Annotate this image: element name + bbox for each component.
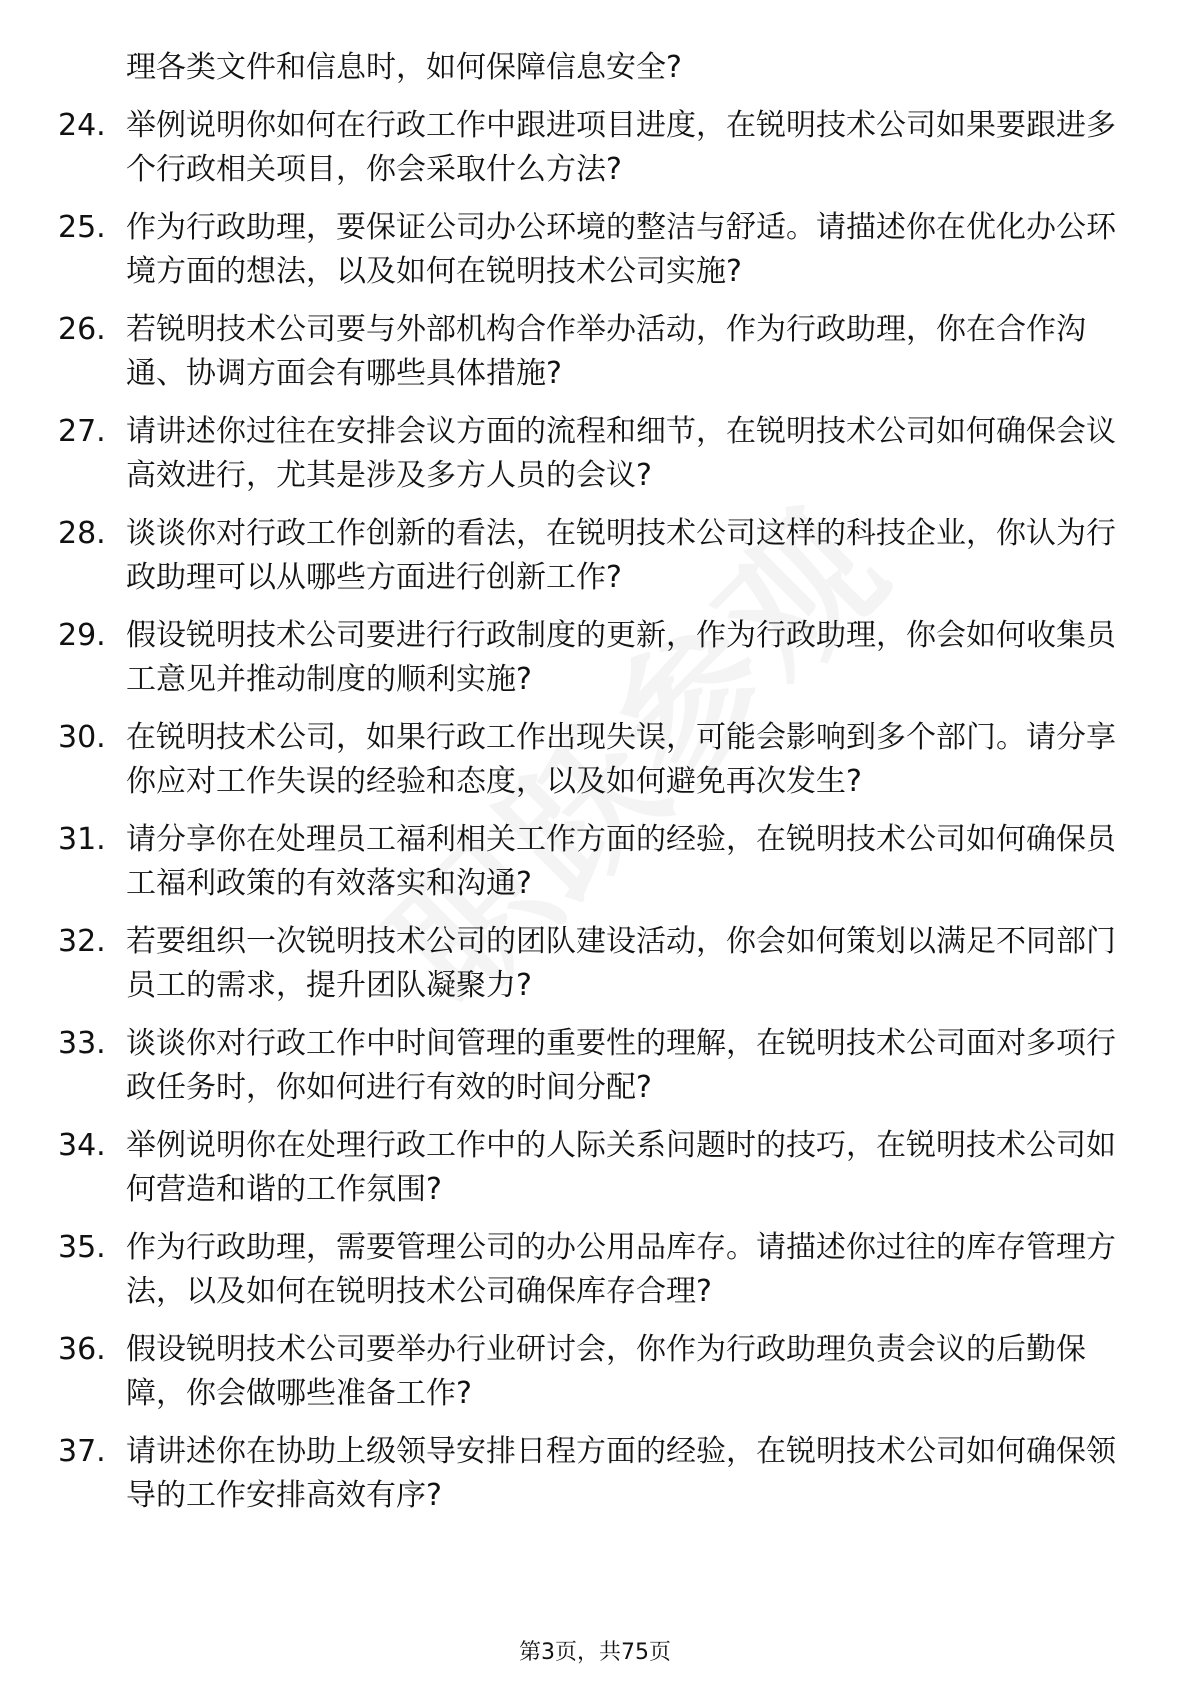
question-list [58,46,1118,1532]
question-item [58,1328,1118,1416]
question-number: 26. [58,312,106,347]
question-item [58,206,1118,294]
question-text: 假设锐明技术公司要进行行政制度的更新，作为行政助理，你会如何收集员工意见并推动制度的顺利实施? [126,618,1116,697]
question-text: 举例说明你在处理行政工作中的人际关系问题时的技巧，在锐明技术公司如何营造和谐的工作氛围? [126,1128,1116,1207]
question-item [58,1022,1118,1110]
question-text: 请讲述你过往在安排会议方面的流程和细节，在锐明技术公司如何确保会议高效进行，尤其是涉及多方人员的会议? [126,414,1116,493]
question-text: 作为行政助理，要保证公司办公环境的整洁与舒适。请描述你在优化办公环境方面的想法，以及如何在锐明技术公司实施? [126,210,1116,289]
question-item [58,818,1118,906]
question-number: 36. [58,1332,106,1367]
question-item [58,410,1118,498]
question-number: 29. [58,618,106,653]
question-item [58,1430,1118,1518]
page-footer: 第3页，共75页 [519,1640,671,1665]
question-item [58,920,1118,1008]
question-number: 32. [58,924,106,959]
question-number: 31. [58,822,106,857]
question-item [58,1226,1118,1314]
question-number: 37. [58,1434,106,1469]
question-text: 举例说明你如何在行政工作中跟进项目进度，在锐明技术公司如果要跟进多个行政相关项目，你会采取什么方法? [126,108,1116,187]
question-item [58,308,1118,396]
question-text: 作为行政助理，需要管理公司的办公用品库存。请描述你过往的库存管理方法，以及如何在锐明技术公司确保库存合理? [126,1230,1116,1309]
question-text: 假设锐明技术公司要举办行业研讨会，你作为行政助理负责会议的后勤保障，你会做哪些准备工作? [126,1332,1086,1411]
question-item [58,614,1118,702]
question-text: 谈谈你对行政工作中时间管理的重要性的理解，在锐明技术公司面对多项行政任务时，你如何进行有效的时间分配? [126,1026,1116,1105]
question-item [58,104,1118,192]
question-text: 谈谈你对行政工作创新的看法，在锐明技术公司这样的科技企业，你认为行政助理可以从哪些方面进行创新工作? [126,516,1116,595]
question-item [58,512,1118,600]
question-item [58,1124,1118,1212]
question-number: 30. [58,720,106,755]
question-number: 34. [58,1128,106,1163]
question-text: 请分享你在处理员工福利相关工作方面的经验，在锐明技术公司如何确保员工福利政策的有效落实和沟通? [126,822,1116,901]
question-number: 27. [58,414,106,449]
question-item [58,716,1118,804]
question-text: 若锐明技术公司要与外部机构合作举办活动，作为行政助理，你在合作沟通、协调方面会有哪些具体措施? [126,312,1086,391]
question-number: 25. [58,210,106,245]
question-text: 请讲述你在协助上级领导安排日程方面的经验，在锐明技术公司如何确保领导的工作安排高效有序? [126,1434,1116,1513]
continuation-text: 理各类文件和信息时，如何保障信息安全? [126,50,682,85]
question-number: 24. [58,108,106,143]
question-number: 33. [58,1026,106,1061]
question-text: 在锐明技术公司，如果行政工作出现失误，可能会影响到多个部门。请分享你应对工作失误的经验和态度，以及如何避免再次发生? [126,720,1116,799]
question-text: 若要组织一次锐明技术公司的团队建设活动，你会如何策划以满足不同部门员工的需求，提升团队凝聚力? [126,924,1116,1003]
question-number: 35. [58,1230,106,1265]
question-number: 28. [58,516,106,551]
